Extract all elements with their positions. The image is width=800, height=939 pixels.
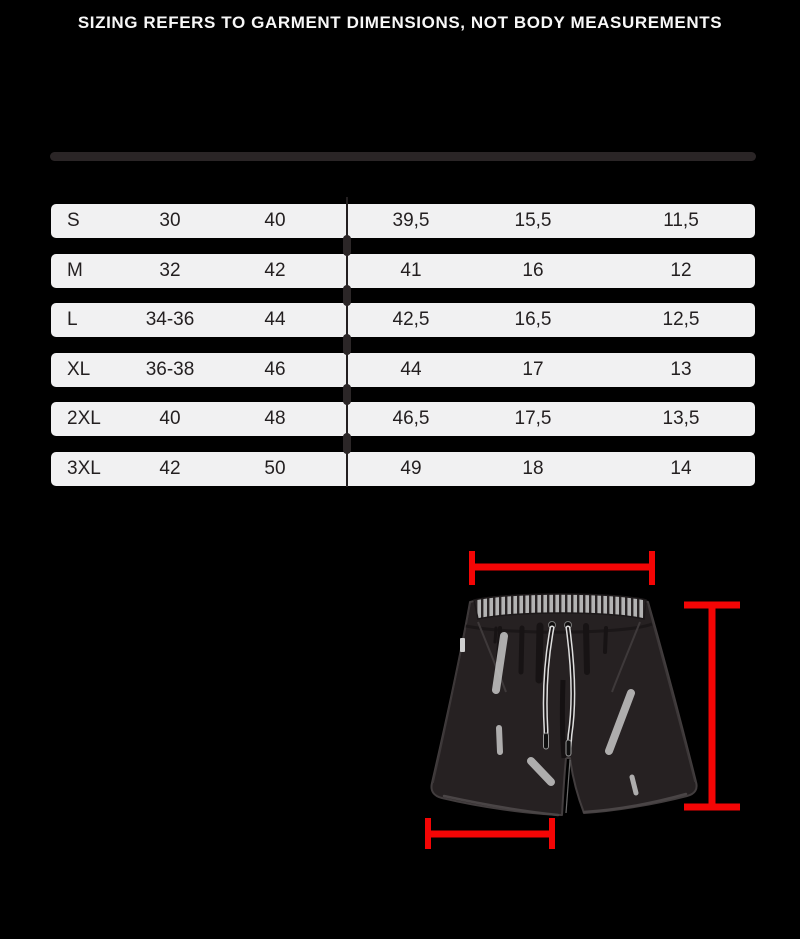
measurement-cell: 40: [159, 408, 181, 429]
size-cell: M: [67, 260, 83, 281]
table-header-bar: [50, 152, 756, 161]
crotch-edge: [566, 760, 570, 813]
side-tag: [460, 638, 465, 652]
measurement-cell: 17,5: [514, 408, 552, 429]
measurement-cell: 42: [159, 458, 181, 479]
divider-capsule: [343, 384, 351, 405]
measurement-cell: 14: [670, 458, 692, 479]
size-cell: S: [67, 210, 80, 231]
waist-width-dimension-line: [469, 551, 655, 585]
measurement-cell: 42: [264, 260, 286, 281]
measurement-cell: 49: [400, 458, 422, 479]
measurement-cell: 17: [522, 359, 544, 380]
measurement-cell: 30: [159, 210, 181, 231]
measurement-cell: 32: [159, 260, 181, 281]
size-cell: 3XL: [67, 458, 101, 479]
divider-capsule: [343, 285, 351, 306]
measurement-cell: 44: [400, 359, 422, 380]
measurement-cell: 46,5: [392, 408, 430, 429]
fly-shadow: [562, 680, 564, 758]
measurement-cell: 41: [400, 260, 422, 281]
divider-capsule: [343, 433, 351, 454]
measurement-cell: 50: [264, 458, 286, 479]
measurement-cell: 34-36: [145, 309, 195, 330]
size-cell: 2XL: [67, 408, 101, 429]
table-row: [51, 254, 755, 288]
measurement-cell: 42,5: [392, 309, 430, 330]
table-row: [51, 303, 755, 337]
measurement-cell: 36-38: [145, 359, 195, 380]
measurement-cell: 11,5: [663, 210, 699, 231]
measurement-cell: 18: [522, 458, 544, 479]
measurement-cell: 13,5: [662, 408, 700, 429]
leg-opening-dimension-line: [425, 818, 555, 849]
measurement-cell: 44: [264, 309, 286, 330]
size-table: [51, 204, 755, 486]
measurement-cell: 40: [264, 210, 286, 231]
divider-capsule: [343, 334, 351, 355]
measurement-cell: 16,5: [514, 309, 552, 330]
measurement-cell: 46: [264, 359, 286, 380]
measurement-cell: 15,5: [514, 210, 552, 231]
size-cell: L: [67, 309, 78, 330]
size-cell: XL: [67, 359, 91, 380]
page-title: SIZING REFERS TO GARMENT DIMENSIONS, NOT BODY MEASUREMENTS: [77, 13, 723, 32]
measurement-cell: 16: [522, 260, 544, 281]
shorts-size-diagram: [400, 530, 760, 860]
table-row: [51, 204, 755, 238]
shorts-illustration: [431, 594, 696, 815]
measurement-cell: 48: [264, 408, 286, 429]
measurement-cell: 39,5: [392, 210, 430, 231]
measurement-cell: 12,5: [662, 309, 700, 330]
table-row: [51, 402, 755, 436]
table-row: [51, 452, 755, 486]
divider-capsule: [343, 235, 351, 256]
table-row: [51, 353, 755, 387]
measurement-cell: 12: [670, 260, 692, 281]
measurement-cell: 13: [670, 359, 692, 380]
